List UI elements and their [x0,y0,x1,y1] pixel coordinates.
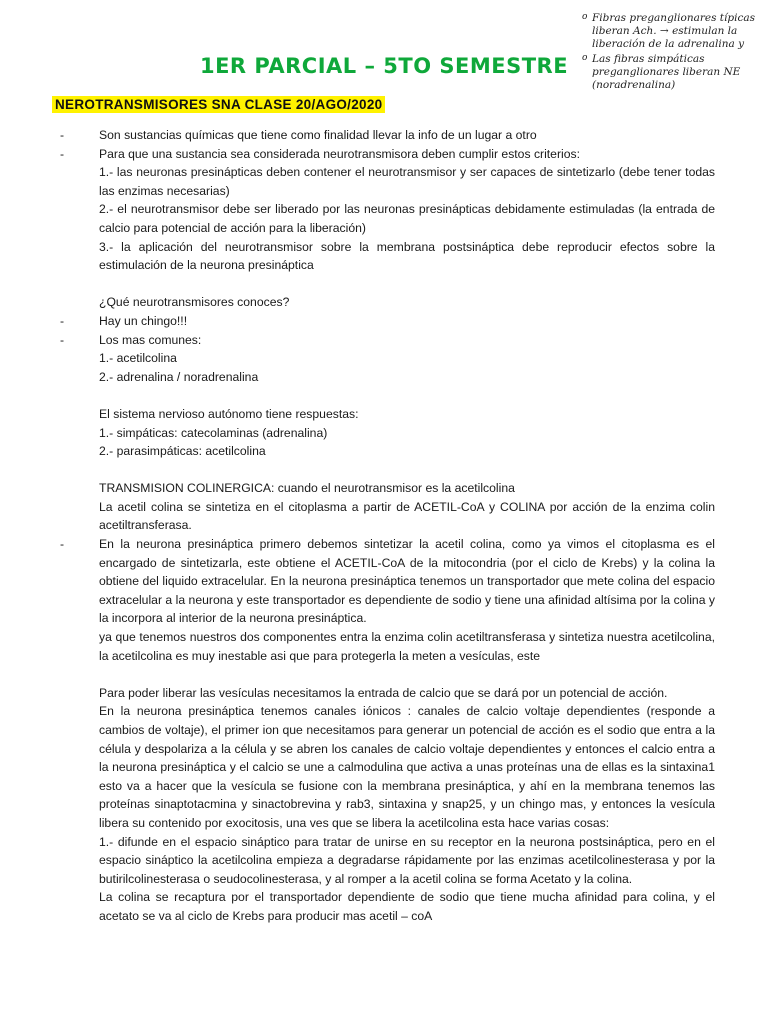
paragraph: 1.- acetilcolina [99,351,177,366]
paragraph: 2.- el neurotransmisor debe ser liberado por las neuronas presinápticas debidamente estimuladas (la entrada de calcio para potencial de acción para la liberación) [99,202,715,235]
paragraph: ya que tenemos nuestros dos componentes entra la enzima colin acetiltransferasa y sintetiza nuestra acetilcolina, la acetilcolina es muy inestable asi que para protegerla la meten a vesículas, este [99,630,715,663]
paragraph: 1.- las neuronas presinápticas deben contener el neurotransmisor y ser capaces de sintetizarlo (debe tener todas las enzimas necesarias) [99,165,715,198]
paragraph: En la neurona presináptica tenemos canales iónicos : canales de calcio voltaje dependientes (responde a cambios de voltaje), el primer ion que necesitamos para generar un potencial de acción es el sodio que entra a la célula y despolariza a la célula y se abren los canales de calcio voltaje dependientes y entonces el calcio entra a la neurona presináptica y el calcio se une a calmodulina que activa a unas proteínas una de ellas es la sintaxina1 esto va a hacer que la vesícula se fusione con la membrana presináptica, y ahí en la membrana tenemos las proteínas sinaptotacmina y sinactobrevina y rab3, sintaxina y snap25, y un chingo mas, y entonces la vesícula libera su contenido por exocitosis, una ves que se libera la acetilcolina esta hace varias cosas: [99,704,715,830]
paragraph: TRANSMISION COLINERGICA: cuando el neurotransmisor es la acetilcolina [99,481,515,496]
paragraph: 2.- parasimpáticas: acetilcolina [99,444,266,459]
handwritten-notes [582,12,764,94]
page-title: 1ER PARCIAL – 5TO SEMESTRE [199,54,569,78]
paragraph: 1.- simpáticas: catecolaminas (adrenalina) [99,425,328,440]
paragraph: Para poder liberar las vesículas necesitamos la entrada de calcio que se dará por un potencial de acción. [99,685,668,700]
paragraph: 3.- la aplicación del neurotransmisor sobre la membrana postsináptica debe reproducir efectos sobre la estimulación de la neurona presináptica [99,239,715,273]
paragraph: La acetil colina se sintetiza en el citoplasma a partir de ACETIL-CoA y COLINA por acción de la enzima colin acetiltransferasa. [99,499,715,533]
handwritten-note: o Fibras preganglionares típicas liberan Ach. → estimulan la liberación de la adrenalina y [582,12,764,51]
paragraph: ¿Qué neurotransmisores conoces? [99,295,290,310]
paragraph: La colina se recaptura por el transportador dependiente de sodio que tiene mucha afinidad para colina, y el acetato se va al ciclo de Krebs para producir mas acetil – coA [99,890,715,923]
paragraph: 1.- difunde en el espacio sináptico para tratar de unirse en su receptor en la neurona postsináptica, pero en el espacio sináptico la acetilcolina empieza a degradarse rápidamente por las enzimas acetilcolinesterasa y por la butirilcolinesterasa o seudocolinesterasa, y al romper a la acetil colina se forma Acetato y la colina. [99,834,715,886]
bullet-paragraph: - Los mas comunes: [60,331,715,350]
paragraph: El sistema nervioso autónomo tiene respuestas: [99,406,359,421]
section-heading: NEROTRANSMISORES SNA CLASE 20/AGO/2020 [52,96,385,113]
document-body [60,126,715,926]
bullet-paragraph: - En la neurona presináptica primero debemos sintetizar la acetil colina, como ya vimos el citoplasma es el encargado de sintetizarla, este obtiene el ACETIL-CoA de la mitocondria (por el ciclo de Krebs) y la colina la obtiene del liquido extracelular. En la neurona presináptica tenemos un transportador que mete colina del espacio extracelular a la neurona y este transportador es dependiente de sodio y tiene una afinidad altísima por la colina y la incorpora al interior de la neurona presináptica. [60,535,715,628]
bullet-paragraph: - Hay un chingo!!! [60,312,715,331]
bullet-paragraph: - Son sustancias químicas que tiene como finalidad llevar la info de un lugar a otro [60,126,715,145]
paragraph: 2.- adrenalina / noradrenalina [99,369,259,384]
bullet-paragraph: - Para que una sustancia sea considerada neurotransmisora deben cumplir estos criterios: [60,145,715,164]
handwritten-note: o Las fibras simpáticas preganglionares liberan NE (noradrenalina) [582,53,764,92]
